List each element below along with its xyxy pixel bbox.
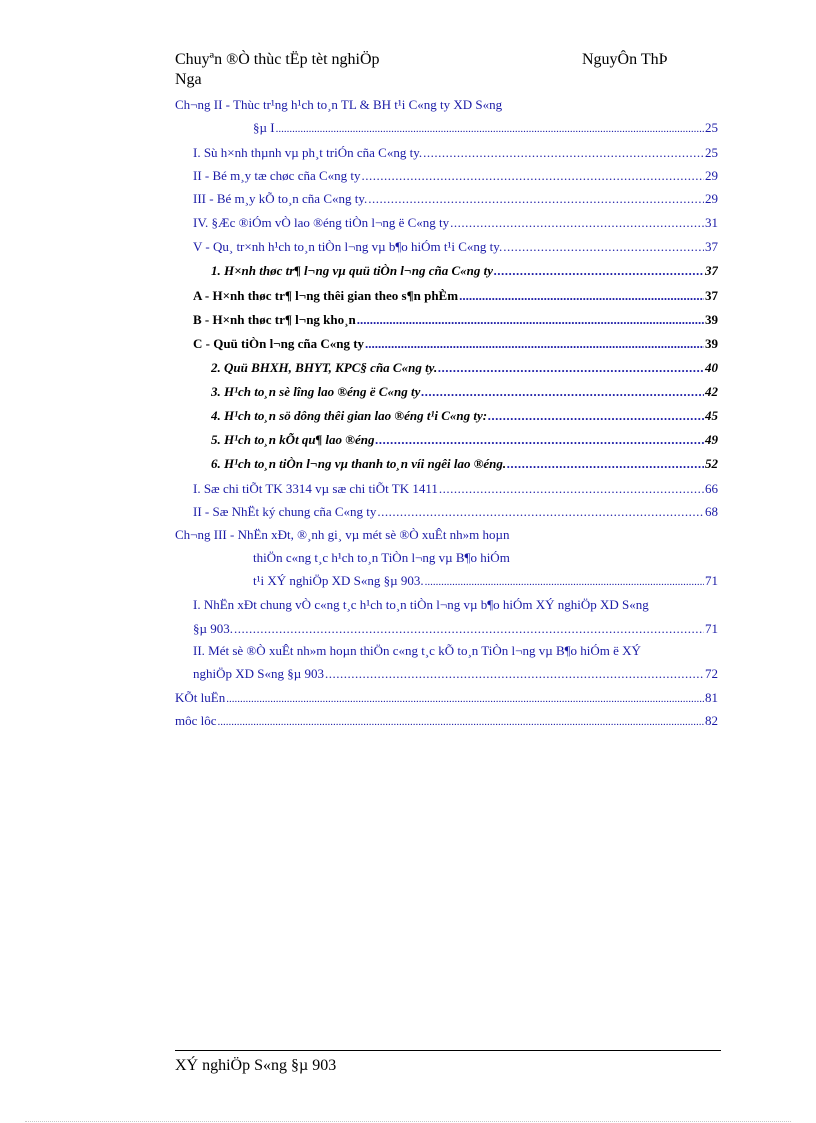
footer-divider: [175, 1050, 721, 1051]
toc-leader-dots: [276, 120, 704, 137]
toc-entry[interactable]: [193, 215, 718, 231]
toc-leader-dots: [488, 408, 704, 424]
toc-leader-dots: [503, 239, 704, 255]
toc-entry-text: 2. Quü BHXH, BHYT, KPC§ cña C«ng ty.: [211, 360, 438, 375]
toc-entry[interactable]: [193, 481, 718, 497]
toc-entry[interactable]: [211, 360, 718, 376]
toc-entry-chapter-3[interactable]: [175, 527, 510, 543]
toc-page-number: 39: [705, 312, 718, 327]
toc-leader-dots: [450, 215, 704, 231]
toc-page-number: 29: [705, 191, 718, 206]
toc-page-number: 45: [705, 408, 718, 423]
toc-leader-dots: [325, 666, 704, 682]
toc-entry[interactable]: [211, 384, 718, 400]
toc-leader-dots: [423, 145, 704, 161]
toc-page-number: 66: [705, 481, 718, 496]
toc-entry-text-cont: nghiÖp XD S«ng §µ 903: [193, 666, 324, 681]
toc-entry-text: III - Bé m¸y kÕ to¸n cña C«ng ty.: [193, 191, 368, 206]
header-author: NguyÔn ThÞ: [582, 51, 668, 68]
toc-page-number: 37: [705, 288, 718, 303]
toc-page-number: 82: [705, 713, 718, 728]
page-bottom-border: [25, 1121, 791, 1122]
toc-entry-text: 5. H¹ch to¸n kÕt qu¶ lao ®éng: [211, 432, 375, 447]
toc-entry-chapter-2-cont[interactable]: [253, 120, 718, 137]
toc-entry-text: 4. H¹ch to¸n sö dông thêi gian lao ®éng t¹i C«ng ty:: [211, 408, 488, 423]
toc-entry[interactable]: [211, 408, 718, 424]
toc-entry-chapter-3-cont1: [253, 550, 510, 566]
toc-page-number: 68: [705, 504, 718, 519]
toc-leader-dots: [362, 168, 704, 184]
toc-entry[interactable]: [211, 432, 718, 448]
toc-entry-text: IV. §Æc ®iÓm vÒ lao ®éng tiÒn l¬ng ë C«ng ty: [193, 215, 450, 230]
toc-leader-dots: [357, 312, 704, 328]
toc-entry-text: II - Bé m¸y tæ chøc cña C«ng ty: [193, 168, 361, 183]
toc-entry[interactable]: [193, 312, 718, 328]
toc-leader-dots: [425, 573, 704, 590]
header-title: Chuyªn ®Ò thùc tËp tèt nghiÖp: [175, 51, 380, 68]
header-author-wrap: Nga: [175, 71, 202, 88]
toc-entry-text: KÕt luËn: [175, 690, 226, 705]
toc-entry[interactable]: [193, 643, 641, 659]
toc-leader-dots: [375, 432, 704, 448]
toc-entry[interactable]: [211, 456, 718, 472]
toc-page-number: 42: [705, 384, 718, 399]
toc-page-number: 29: [705, 168, 718, 183]
toc-entry-text: B - H×nh thøc tr¶ l¬ng kho¸n: [193, 312, 356, 327]
toc-entry[interactable]: [193, 336, 718, 352]
toc-entry[interactable]: [193, 597, 649, 613]
toc-leader-dots: [507, 456, 704, 472]
toc-page-number: 71: [705, 573, 718, 588]
toc-entry-text: I. Sæ chi tiÕt TK 3314 vµ sæ chi tiÕt TK 1411: [193, 481, 438, 496]
toc-entry-text: 1. H×nh thøc tr¶ l¬ng vµ quü tiÒn l¬ng cña C«ng ty: [211, 263, 494, 278]
toc-entry-text: Ch¬ng II - Thùc tr¹ng h¹ch to¸n TL & BH t¹i C«ng ty XD S«ng: [175, 97, 503, 112]
toc-entry-conclusion[interactable]: [175, 690, 718, 707]
toc-entry-contents[interactable]: [175, 713, 718, 730]
toc-entry[interactable]: [193, 239, 718, 255]
toc-entry-text: A - H×nh thøc tr¶ l¬ng thêi gian theo s¶n phÈm: [193, 288, 459, 303]
toc-leader-dots: [226, 690, 704, 707]
toc-entry-text: II - Sæ NhËt ký chung cña C«ng ty: [193, 504, 377, 519]
toc-entry[interactable]: [193, 168, 718, 184]
toc-entry-cont[interactable]: [193, 621, 718, 637]
toc-entry[interactable]: [211, 263, 718, 279]
toc-entry[interactable]: [193, 504, 718, 520]
toc-page-number: 71: [705, 621, 718, 636]
toc-leader-dots: [421, 384, 704, 400]
toc-page-number: 37: [705, 239, 718, 254]
toc-leader-dots: [439, 481, 704, 497]
toc-page-number: 81: [705, 690, 718, 705]
toc-leader-dots: [365, 336, 704, 352]
toc-page-number: 40: [705, 360, 718, 375]
toc-entry-text-cont: §µ I: [253, 120, 275, 135]
toc-page-number: 72: [705, 666, 718, 681]
toc-entry-text: II. Mét sè ®Ò xuÊt nh»m hoµn thiÖn c«ng t¸c kÕ to¸n TiÒn l¬ng vµ B¶o hiÓm ë XÝ: [193, 643, 641, 658]
page-footer: XÝ nghiÖp S«ng §µ 903: [175, 1057, 337, 1074]
toc-page-number: 39: [705, 336, 718, 351]
toc-page-number: 25: [705, 145, 718, 160]
toc-leader-dots: [438, 360, 704, 376]
toc-entry[interactable]: [193, 191, 718, 207]
toc-leader-dots: [234, 621, 704, 637]
toc-entry-text: I. NhËn xÐt chung vÒ c«ng t¸c h¹ch to¸n tiÒn l¬ng vµ b¶o hiÓm XÝ nghiÖp XD S«ng: [193, 597, 649, 612]
toc-page-number: 52: [705, 456, 718, 471]
toc-entry-text-cont: §µ 903.: [193, 621, 233, 636]
toc-page-number: 49: [705, 432, 718, 447]
toc-entry-text: Ch¬ng III - NhËn xÐt, ®¸nh gi¸ vµ mét sè ®Ò xuÊt nh»m hoµn: [175, 527, 510, 542]
toc-entry-text-cont: t¹i XÝ nghiÖp XD S«ng §µ 903.: [253, 573, 424, 588]
toc-leader-dots: [218, 713, 704, 730]
toc-entry-text: C - Quü tiÒn l¬ng cña C«ng ty: [193, 336, 365, 351]
toc-entry[interactable]: [193, 288, 718, 304]
toc-leader-dots: [494, 263, 704, 279]
toc-entry-text: môc lôc: [175, 713, 217, 728]
toc-entry-text: I. Sù h×nh thµnh vµ ph¸t triÓn cña C«ng ty.: [193, 145, 423, 160]
toc-entry-text-cont: thiÖn c«ng t¸c h¹ch to¸n TiÒn l¬ng vµ B¶o hiÓm: [253, 550, 510, 565]
toc-entry-text: 6. H¹ch to¸n tiÒn l¬ng vµ thanh to¸n víi ngêi lao ®éng.: [211, 456, 507, 471]
toc-page-number: 25: [705, 120, 718, 135]
toc-entry-text: V - Qu¸ tr×nh h¹ch to¸n tiÒn l¬ng vµ b¶o hiÓm t¹i C«ng ty.: [193, 239, 503, 254]
toc-leader-dots: [368, 191, 704, 207]
toc-entry[interactable]: [193, 145, 718, 161]
toc-entry-cont[interactable]: [193, 666, 718, 682]
toc-entry-text: 3. H¹ch to¸n sè lîng lao ®éng ë C«ng ty: [211, 384, 421, 399]
toc-entry-chapter-2[interactable]: [175, 97, 502, 113]
toc-page-number: 37: [705, 263, 718, 278]
toc-leader-dots: [377, 504, 704, 520]
toc-page-number: 31: [705, 215, 718, 230]
toc-entry-chapter-3-cont2[interactable]: [253, 573, 718, 590]
toc-leader-dots: [459, 288, 704, 304]
